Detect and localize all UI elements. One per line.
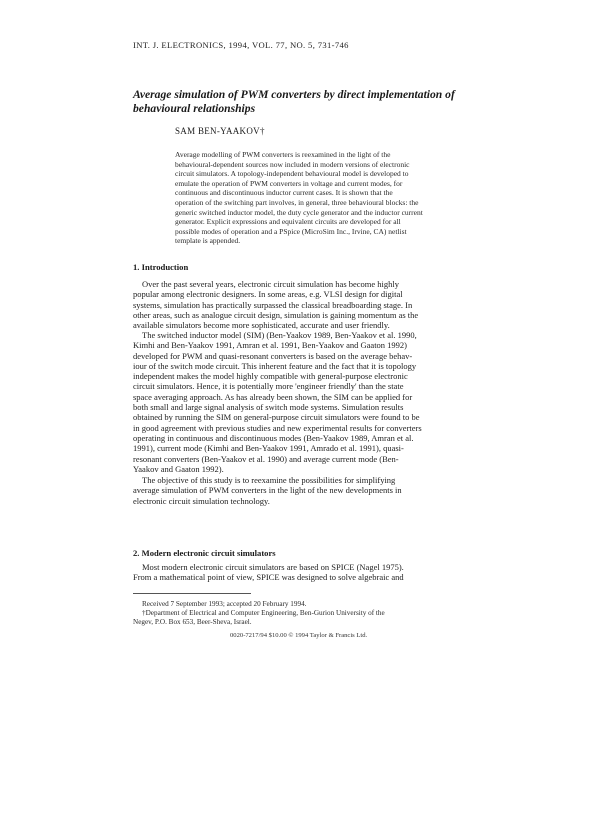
text-line: Kimhi and Ben-Yaakov 1991, Amran et al. 1991, Ben-Yaakov and Gaaton 1992) — [133, 340, 408, 351]
text-line: obtained by running the SIM on general-purpose circuit simulators were found to be — [133, 412, 420, 423]
text-line: electronic circuit simulation technology. — [133, 495, 270, 506]
paper-title — [133, 88, 483, 115]
copyright-imprint: 0020-7217/94 $10.00 © 1994 Taylor & Francis Ltd. — [230, 632, 368, 639]
text-line: iour of the switch mode circuit. This inherent feature and the fact that it is topology — [133, 360, 417, 371]
introduction-paragraph-1 — [133, 279, 485, 330]
text-line: systems, simulation has practically surpassed the classical breadboarding stage. In — [133, 299, 413, 310]
text-line: space averaging approach. As has already been shown, the SIM can be applied for — [133, 391, 413, 402]
abstract-line: behavioural-dependent sources now included in modern versions of electronic — [175, 159, 410, 169]
text-line: operating in continuous and discontinuous modes (Ben-Yaakov 1989, Amran et al. — [133, 432, 414, 443]
title-line: behavioural relationships — [133, 101, 256, 115]
text-line: other areas, such as analogue circuit design, simulation is gaining momentum as the — [133, 309, 419, 320]
text-line: Over the past several years, electronic circuit simulation has become highly — [142, 279, 400, 289]
text-line: Yaakov and Gaaton 1992). — [133, 463, 224, 474]
text-line: The objective of this study is to reexamine the possibilities for simplifying — [142, 475, 396, 485]
title-line: Average simulation of PWM converters by direct implementation of — [133, 88, 455, 101]
text-line: available simulators become more sophisticated, accurate and user friendly. — [133, 320, 390, 331]
footnote-line: Received 7 September 1993; accepted 20 February 1994. — [142, 600, 307, 608]
abstract — [175, 150, 485, 246]
text-line: developed for PWM and quasi-resonant converters is based on the average behav- — [133, 350, 413, 361]
introduction-paragraph-2 — [133, 330, 485, 474]
text-line: The switched inductor model (SIM) (Ben-Yaakov 1989, Ben-Yaakov et al. 1990, — [142, 330, 417, 340]
running-head: INT. J. ELECTRONICS, 1994, VOL. 77, NO. 5, 731-746 — [133, 40, 349, 50]
author-name: SAM BEN-YAAKOV† — [175, 126, 265, 136]
footnote-divider — [133, 593, 251, 594]
simulators-paragraph — [133, 562, 485, 583]
abstract-line: operation of the switching part involves, in general, three behavioural blocks: the — [175, 197, 419, 207]
text-line: popular among electronic designers. In some areas, e.g. VLSI design for digital — [133, 289, 403, 300]
text-line: From a mathematical point of view, SPICE was designed to solve algebraic and — [133, 572, 404, 583]
section-heading-introduction: 1. Introduction — [133, 262, 189, 272]
section-heading-simulators: 2. Modern electronic circuit simulators — [133, 548, 276, 558]
text-line: average simulation of PWM converters in the light of the new developments in — [133, 485, 402, 496]
footnotes — [133, 600, 485, 628]
abstract-line: generator. Explicit expressions and equivalent circuits are developed for all — [175, 217, 401, 227]
abstract-line: continuous and discontinuous inductor current cases. It is shown that the — [175, 188, 393, 198]
abstract-line: generic switched inductor model, the duty cycle generator and the inductor current — [175, 207, 423, 217]
abstract-line: template is appended. — [175, 236, 241, 246]
footnote-line: Negev, P.O. Box 653, Beer-Sheva, Israel. — [133, 618, 252, 627]
text-line: in good agreement with previous studies and new experimental results for converters — [133, 422, 422, 433]
abstract-line: emulate the operation of PWM converters in voltage and current modes, for — [175, 178, 403, 188]
abstract-line: possible modes of operation and a PSpice (MicroSim Inc., Irvine, CA) netlist — [175, 226, 407, 236]
abstract-line: circuit simulators. A topology-independent behavioural model is developed to — [175, 169, 409, 179]
introduction-paragraph-3 — [133, 475, 485, 506]
text-line: both small and large signal analysis of switch mode systems. Simulation results — [133, 402, 404, 413]
text-line: Most modern electronic circuit simulators are based on SPICE (Nagel 1975). — [142, 562, 404, 572]
text-line: independent makes the model highly compatible with general-purpose electronic — [133, 371, 408, 382]
footnote-line: †Department of Electrical and Computer Engineering, Ben-Gurion University of the — [142, 609, 385, 618]
abstract-line: Average modelling of PWM converters is reexamined in the light of the — [175, 150, 391, 159]
text-line: resonant converters (Ben-Yaakov et al. 1990) and average current mode (Ben- — [133, 453, 399, 464]
text-line: 1991), current mode (Kimhi and Ben-Yaakov 1991, Amrado et al. 1991), quasi- — [133, 443, 404, 454]
text-line: circuit simulators. Hence, it is potentially more 'engineer friendly' than the state — [133, 381, 404, 392]
